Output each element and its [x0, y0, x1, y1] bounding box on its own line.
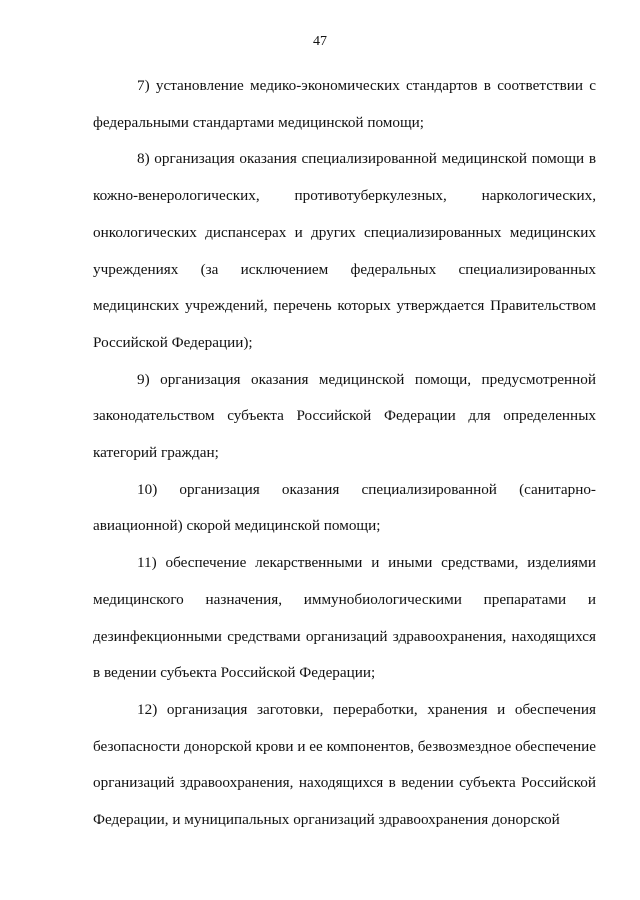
document-body	[93, 68, 596, 839]
paragraph-item-11: 11) обеспечение лекарственными и иными средствами, изделиями медицинского назначения, иммунобиологическими препаратами и дезинфекционными средствами организаций здравоохранения, находящихся в ведении субъекта Российской Федерации;	[93, 554, 596, 682]
paragraph-item-10: 10) организация оказания специализированной (санитарно-авиационной) скорой медицинской помощи;	[93, 480, 596, 535]
page-number: 47	[313, 34, 327, 49]
paragraph-item-8: 8) организация оказания специализированной медицинской помощи в кожно-венерологических, противотуберкулезных, наркологических, онкологических диспансерах и других специализированных медицинских учреждениях (за исключением федеральных специализированных медицинских учреждений, перечень которых утверждается Правительством Российской Федерации);	[93, 150, 596, 351]
paragraph-item-12: 12) организация заготовки, переработки, хранения и обеспечения безопасности донорской крови и ее компонентов, безвозмездное обеспечение организаций здравоохранения, находящихся в ведении субъекта Российской Федерации, и муниципальных организаций здравоохранения донорской	[93, 700, 596, 829]
paragraph-item-7: 7) установление медико-экономических стандартов в соответствии с федеральными стандартами медицинской помощи;	[93, 77, 596, 131]
paragraph-item-9: 9) организация оказания медицинской помощи, предусмотренной законодательством субъекта Российской Федерации для определенных категорий граждан;	[93, 370, 596, 462]
